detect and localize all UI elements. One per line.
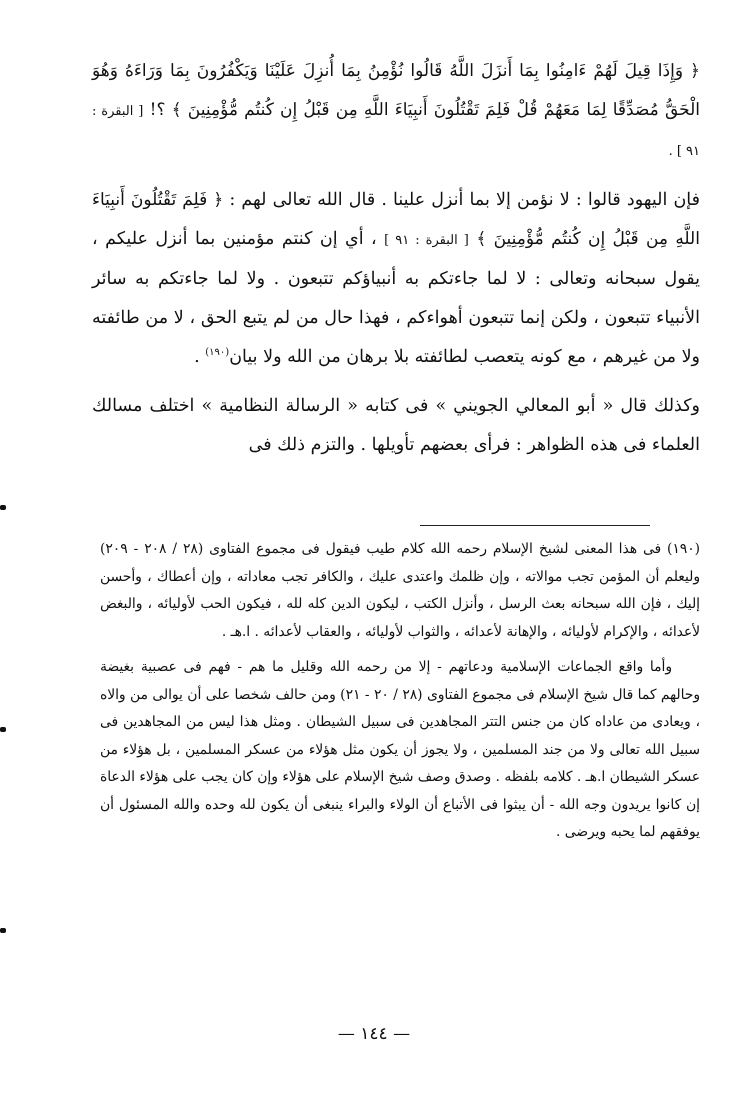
- verse-reference-inline: [ البقرة : ٩١ ]: [384, 233, 469, 248]
- quran-verse: ﴿ وَإِذَا قِيلَ لَهُمْ ءَامِنُوا بِمَا أَنزَلَ اللَّهُ قَالُوا نُؤْمِنُ بِمَا أُنزِلَ عَلَيْنَا وَيَكْفُرُونَ بِمَا وَرَاءَهُ وَهُوَ الْحَقُّ مُصَدِّقًا لِمَا مَعَهُمْ قُلْ فَلِمَ تَقْتُلُونَ أَنبِيَاءَ اللَّهِ مِن قَبْلُ إِن كُنتُم مُّؤْمِنِينَ ﴾ ؟!: [92, 61, 700, 120]
- footnote-reference: (١٩٠): [205, 347, 230, 359]
- juwayni-paragraph: وكذلك قال « أبو المعالي الجويني » فى كتابه « الرسالة النظامية » اختلف مسالك العلماء فى هذه الظواهر : فرأى بعضهم تأويلها . والتزم ذلك فى: [92, 396, 700, 455]
- main-text: [92, 52, 700, 465]
- page-number: — ١٤٤ —: [337, 1024, 411, 1044]
- explanation-text-start: فإن اليهود قالوا : لا نؤمن إلا بما أنزل علينا . قال الله تعالى لهم :: [229, 190, 700, 210]
- quran-verse-paragraph: [92, 52, 700, 171]
- verse-reference: [ البقرة : ٩١ ] .: [92, 104, 700, 159]
- footnote-190: (١٩٠) فى هذا المعنى لشيخ الإسلام رحمه الله كلام طيب فيقول فى مجموع الفتاوى (٢٨ / ٢٠٨ - ٢٠٩) وليعلم أن المؤمن تجب موالاته ، وإن ظلمك واعتدى عليك ، والكافر تجب معاداته ، وإن أعطاك ، وأحسن إليك ، فإن الله سبحانه بعث الرسل ، وأنزل الكتب ، ليكون الدين كله لله ، فيكون الحب لأوليائه ، والبغض لأعدائه ، والإكرام لأوليائه ، والإهانة لأعدائه ، والثواب لأوليائه ، والعقاب لأعدائه . ا.هـ .: [100, 541, 701, 640]
- quran-verse-inline: ﴿ فَلِمَ تَقْتُلُونَ أَنبِيَاءَ اللَّهِ مِن قَبْلُ إِن كُنتُم مُّؤْمِنِينَ ﴾: [92, 190, 700, 249]
- explanation-text-rest: ، أي إن كنتم مؤمنين بما أنزل عليكم ، يقول سبحانه وتعالى : لا لما جاءتكم به أنبياؤكم تتبعون . ولا لما جاءتكم به سائر الأنبياء تتبعون ، ولكن إنما تتبعون أهواءكم ، فهذا حال من لم يتبع الحق ، لا من طائفته ولا من غيرهم ، مع كونه يتعصب لطائفته بلا برهان من الله ولا بيان: [92, 229, 700, 367]
- scan-mark: [0, 505, 6, 510]
- scan-mark: [0, 928, 6, 933]
- footnote-separator: [420, 525, 650, 526]
- sentence-end: .: [194, 347, 200, 367]
- footnote-continuation: وأما واقع الجماعات الإسلامية ودعاتهم - إلا من رحمه الله وقليل ما هم - فهم فى عصبية بغيضة وحالهم كما قال شيخ الإسلام فى مجموع الفتاوى (٢٨ / ٢٠ - ٢١) ومن حالف شخصا على أن يوالى من والاه ، ويعادى من عاداه كان من جنس التتر المجاهدين فى سبيل الشيطان . ومثل هذا ليس من المجاهدين فى سبيل الله تعالى ولا من جند المسلمين ، ولا يجوز أن يكون مثل هؤلاء من عسكر المسلمين ، بل هؤلاء من عسكر الشيطان ا.هـ . كلامه بلفظه . وصدق وصف شيخ الإسلام على هؤلاء وإن كان يجب على هؤلاء الدعاة إن كانوا يريدون وجه الله - أن يبثوا فى الأتباع أن الولاء والبراء ينبغى أن يكون لله وحده والله المسئول أن يوفقهم لما يحبه ويرضى .: [100, 659, 700, 840]
- footnotes: [100, 536, 700, 847]
- explanation-paragraph: [92, 181, 700, 377]
- scan-mark: [0, 727, 6, 732]
